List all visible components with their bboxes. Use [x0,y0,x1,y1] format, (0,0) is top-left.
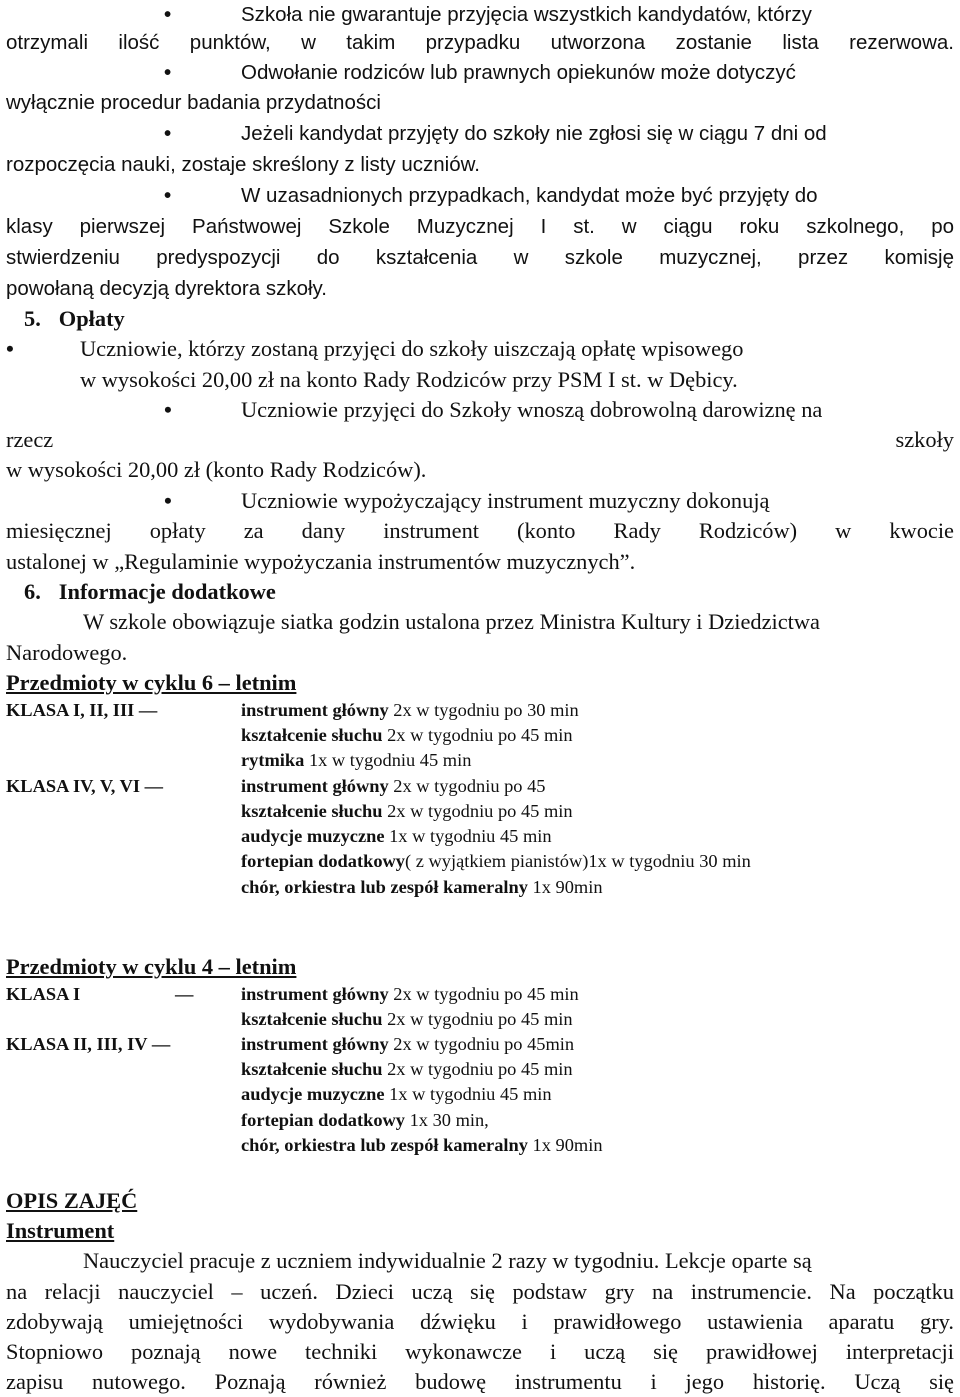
fee-line: rzecz szkoły [6,427,954,452]
fee-line: w wysokości 20,00 zł na konto Rady Rodziców przy PSM I st. w Dębicy. [80,367,738,392]
section-5-heading: 5. Opłaty [24,306,125,331]
bullet-icon: • [164,397,172,422]
bullet-icon: • [6,336,14,361]
bullet-icon: • [164,184,172,207]
subject-item: instrument główny 2x w tygodniu po 45 [241,776,546,796]
rule-line: stwierdzeniu predyspozycji do kształcenia w szkole muzycznej, przez komisję [6,246,954,269]
fee-line: w wysokości 20,00 zł (konto Rady Rodziców). [6,457,427,482]
class-label: KLASA IV, V, VI — [6,776,164,796]
rule-line: • Odwołanie rodziców lub prawnych opiekunów może dotyczyć [164,58,954,88]
bullet-icon: • [164,61,172,84]
fee-line: • Uczniowie przyjęci do Szkoły wnoszą dobrowolną darowiznę na [164,395,954,425]
fee-line: • Uczniowie wypożyczający instrument muzyczny dokonują [164,486,954,516]
bullet-icon: • [164,3,172,26]
subject-item: rytmika 1x w tygodniu 45 min [241,750,472,770]
subject-item: kształcenie słuchu 2x w tygodniu po 45 min [241,1059,573,1079]
subject-item: chór, orkiestra lub zespół kameralny 1x 90min [241,877,603,897]
description-line: zdobywają umiejętności wydobywania dźwięku i prawidłowego ustawienia aparatu gry. [6,1309,954,1334]
description-line: zapisu nutowego. Poznają również budowę instrumentu i jego historię. Uczą się [6,1369,954,1394]
subject-item: fortepian dodatkowy 1x 30 min, [241,1110,489,1130]
fee-line: miesięcznej opłaty za dany instrument (konto Rady Rodziców) w kwocie [6,518,954,543]
info-line: W szkole obowiązuje siatka godzin ustalona przez Ministra Kultury i Dziedzictwa [83,609,820,634]
fee-line: ustalonej w „Regulaminie wypożyczania instrumentów muzycznych”. [6,549,636,574]
cycle-4-heading: Przedmioty w cyklu 4 – letnim [6,954,297,979]
cycle-6-heading: Przedmioty w cyklu 6 – letnim [6,670,297,695]
subject-item: audycje muzyczne 1x w tygodniu 45 min [241,826,552,846]
class-label: KLASA I, II, III — [6,700,158,720]
rule-line: rozpoczęcia nauki, zostaje skreślony z listy uczniów. [6,153,480,176]
bullet-icon: • [164,488,172,513]
opis-heading: OPIS ZAJĘĆ [6,1188,138,1213]
description-line: na relacji nauczyciel – uczeń. Dzieci uczą się podstaw gry na instrumencie. Na początku [6,1279,954,1304]
info-line: Narodowego. [6,640,128,665]
subject-item: instrument główny 2x w tygodniu po 45 min [241,984,579,1004]
subject-item: instrument główny 2x w tygodniu po 30 min [241,700,579,720]
description-line: Nauczyciel pracuje z uczniem indywidualnie 2 razy w tygodniu. Lekcje oparte są [83,1248,812,1273]
rule-line: klasy pierwszej Państwowej Szkole Muzycznej I st. w ciągu roku szkolnego, po [6,215,954,238]
rule-line: • W uzasadnionych przypadkach, kandydat może być przyjęty do [164,181,954,211]
subject-item: instrument główny 2x w tygodniu po 45min [241,1034,575,1054]
class-label: KLASA II, III, IV — [6,1034,171,1054]
description-line: Stopniowo poznają nowe techniki wykonawcze i uczą się prawidłowej interpretacji [6,1339,954,1364]
subject-item: kształcenie słuchu 2x w tygodniu po 45 min [241,1009,573,1029]
subject-item: audycje muzyczne 1x w tygodniu 45 min [241,1084,552,1104]
rule-line: • Jeżeli kandydat przyjęty do szkoły nie zgłosi się w ciągu 7 dni od [164,119,954,149]
subject-item: kształcenie słuchu 2x w tygodniu po 45 min [241,801,573,821]
subject-item: fortepian dodatkowy( z wyjątkiem pianistów)1x w tygodniu 30 min [241,851,751,871]
class-dash: — [175,984,194,1004]
fee-line: • Uczniowie, którzy zostaną przyjęci do szkoły uiszczają opłatę wpisowego [6,334,954,364]
rule-line: otrzymali ilość punktów, w takim przypadku utworzona zostanie lista rezerwowa. [6,31,954,54]
subject-item: kształcenie słuchu 2x w tygodniu po 45 min [241,725,573,745]
instrument-subheading: Instrument [6,1218,115,1243]
class-label: KLASA I [6,984,81,1004]
bullet-icon: • [164,122,172,145]
rule-line: • Szkoła nie gwarantuje przyjęcia wszystkich kandydatów, którzy [164,0,954,30]
rule-line: wyłącznie procedur badania przydatności [6,91,381,114]
rule-line: powołaną decyzją dyrektora szkoły. [6,277,327,300]
section-6-heading: 6. Informacje dodatkowe [24,579,276,604]
subject-item: chór, orkiestra lub zespół kameralny 1x 90min [241,1135,603,1155]
